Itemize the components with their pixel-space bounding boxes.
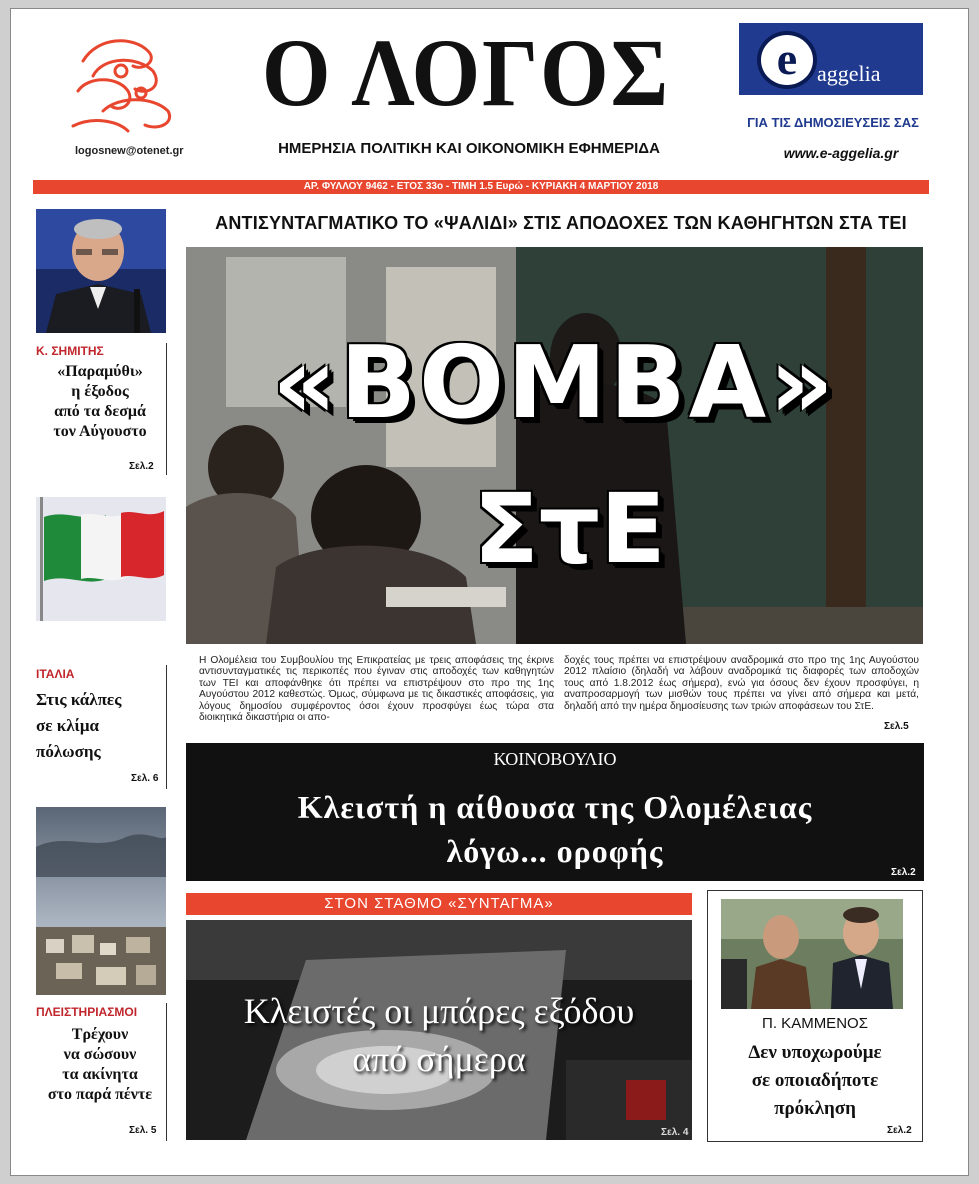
sidebar-3-line-1: Τρέχουν [71, 1026, 129, 1043]
sidebar-3-line-2: να σώσουν [63, 1046, 137, 1063]
parliament-line-2: λόγω... οροφής [446, 833, 664, 869]
kammenos-line-2: σε οποιαδήποτε [751, 1070, 879, 1091]
sidebar-1-line-4: τον Αύγουστο [53, 423, 147, 440]
station-line-1: Κλειστές οι μπάρες εξόδου [243, 991, 635, 1031]
lead-headline[interactable]: ΑΝΤΙΣΥΝΤΑΓΜΑΤΙΚΟ ΤΟ «ΨΑΛΙΔΙ» ΣΤΙΣ ΑΠΟΔΟΧΕΣ ΤΩΝ ΚΑΘΗΓΗΤΩΝ ΣΤΑ ΤΕΙ [215, 213, 907, 233]
issue-info-bar: ΑΡ. ΦΥΛΛΟΥ 9462 - ΕΤΟΣ 33ο - ΤΙΜΗ 1.5 Ευρώ - ΚΥΡΙΑΚΗ 4 ΜΑΡΤΙΟΥ 2018 [33, 180, 929, 194]
station-line-2: από σήμερα [352, 1039, 526, 1079]
sidebar-1-page: Σελ.2 [129, 461, 154, 472]
sidebar-2-line-2: σε κλίμα [36, 716, 99, 735]
sidebar-2-kicker: ΙΤΑΛΙΑ [36, 667, 75, 681]
parliament-page: Σελ.2 [891, 867, 916, 878]
kammenos-headline [711, 1039, 919, 1123]
masthead-subtitle: ΗΜΕΡΗΣΙΑ ΠΟΛΙΤΙΚΗ ΚΑΙ ΟΙΚΟΝΟΜΙΚΗ ΕΦΗΜΕΡΙΔΑ [278, 140, 660, 157]
parliament-headline [186, 785, 924, 873]
parliament-line-1: Κλειστή η αίθουσα της Ολομέλειας [297, 789, 813, 825]
lead-page: Σελ.5 [884, 721, 909, 732]
town-sky-photo [36, 807, 166, 995]
sidebar-1-kicker: Κ. ΣΗΜΙΤΗΣ [36, 344, 104, 358]
column-divider [166, 1003, 167, 1141]
kammenos-kicker: Π. ΚΑΜΜΕΝΟΣ [762, 1015, 868, 1032]
masthead-title: Ο ΛΟΓΟΣ [261, 19, 671, 126]
station-headline[interactable] [186, 987, 692, 1083]
sidebar-2-page: Σελ. 6 [131, 773, 159, 784]
sidebar-1-line-2: η έξοδος [71, 383, 129, 400]
sidebar-2-line-1: Στις κάλπες [36, 690, 122, 709]
kammenos-page: Σελ.2 [887, 1125, 912, 1136]
sidebar-1-line-1: «Παραμύθι» [57, 363, 143, 380]
sidebar-3-line-4: στο παρά πέντε [47, 1086, 153, 1103]
ad-url[interactable]: www.e-aggelia.gr [783, 145, 899, 161]
ad-name: aggelia [817, 61, 881, 86]
sidebar-2-headline[interactable] [36, 687, 164, 765]
sidebar-2-line-3: πόλωσης [36, 742, 101, 761]
kammenos-line-1: Δεν υποχωρούμε [748, 1042, 882, 1063]
logo-illustration [63, 31, 183, 139]
ad-logo-letter: e [757, 31, 817, 89]
sidebar-1-headline[interactable] [36, 362, 164, 442]
lead-body-col-1: Η Ολομέλεια του Συμβουλίου της Επικρατείας με τρεις αποφάσεις της έκρινε αντισυνταγματικές τις περικοπές που έγιναν στις αποδοχές των καθηγητών των ΤΕΙ και αποφάνθηκε ότι πρέπει να επιστρέψουν στο προ της 1ης Αυγούστου 2012 καθεστώς. Όμως, σύμφωνα με τις δικαστικές αποφάσεις, για λόγους δημοσίου συμφέροντος όσοι έχουν προσφύγει έως τώρα στα διοικητικά δικαστήρια οι απο- [199, 655, 554, 724]
ad-tagline: ΓΙΑ ΤΙΣ ΔΗΜΟΣΙΕΥΣΕΙΣ ΣΑΣ [747, 115, 919, 130]
column-divider [166, 343, 167, 475]
italy-flag-photo [36, 497, 166, 621]
kammenos-photo [721, 899, 903, 1009]
station-page: Σελ. 4 [661, 1127, 689, 1138]
kammenos-line-3: πρόκληση [774, 1098, 856, 1119]
column-divider [166, 665, 167, 789]
newspaper-front-page [10, 8, 969, 1176]
sidebar-3-headline[interactable] [36, 1025, 164, 1105]
lead-big-word-2: ΣτΕ [473, 473, 666, 585]
sidebar-3-kicker: ΠΛΕΙΣΤΗΡΙΑΣΜΟΙ [36, 1005, 138, 1019]
sidebar-3-line-3: τα ακίνητα [62, 1066, 138, 1083]
station-kicker: ΣΤΟΝ ΣΤΑΘΜΟ «ΣΥΝΤΑΓΜΑ» [186, 893, 692, 915]
lead-big-word: «ΒΟΜΒΑ» [272, 324, 837, 441]
contact-email[interactable]: logosnew@otenet.gr [75, 145, 184, 157]
sidebar-1-line-3: από τα δεσμά [54, 403, 146, 420]
parliament-kicker: ΚΟΙΝΟΒΟΥΛΙΟ [493, 749, 617, 769]
lead-body-col-2: δοχές τους πρέπει να επιστρέψουν αναδρομικά στο προ της 1ης Αυγούστου 2012 πλαίσιο (δηλαδή να λάβουν αναδρομικά τις διαφορές των αποδοχών τους από 1.8.2012 έως σήμερα), ενώ για όσους δεν έχουν προσφύγει, η αναπροσαρμογή των μισθών τους πρέπει να γίνει από σήμερα και μετά, δηλαδή από την ημέρα δημοσίευσης των τριών αποφάσεων του ΣτΕ. [564, 655, 919, 712]
simitis-photo [36, 209, 166, 333]
sidebar-3-page: Σελ. 5 [129, 1125, 157, 1136]
